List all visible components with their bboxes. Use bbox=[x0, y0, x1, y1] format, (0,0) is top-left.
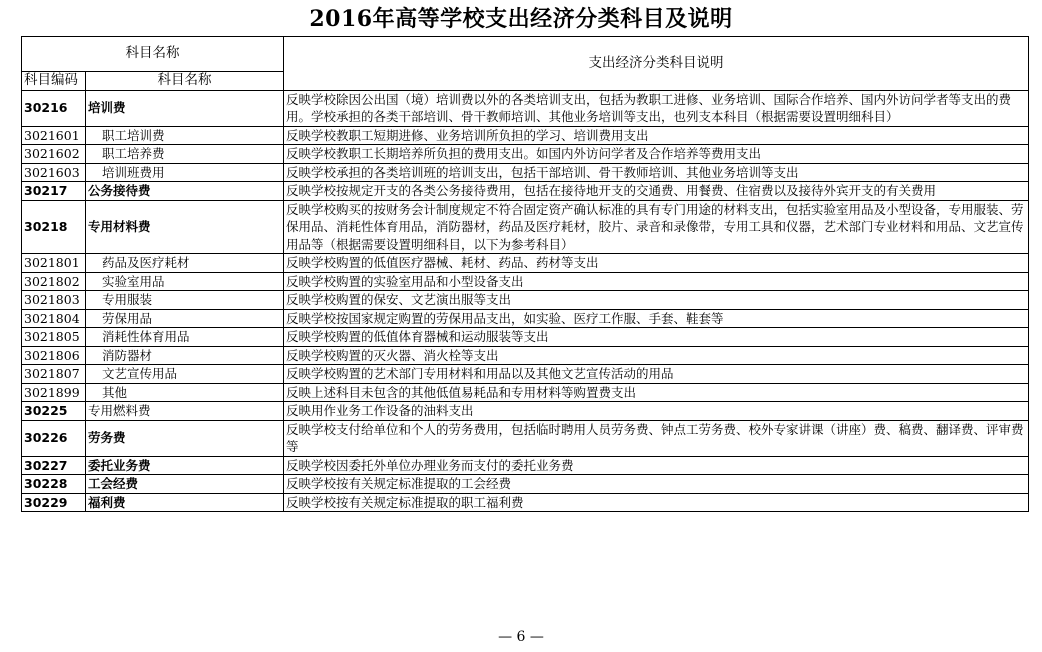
subject-name: 专用材料费 bbox=[86, 200, 284, 254]
page-number: — 6 — bbox=[498, 629, 544, 645]
description-header: 支出经济分类科目说明 bbox=[284, 37, 1029, 91]
subject-description: 反映学校购置的灭火器、消火栓等支出 bbox=[284, 346, 1029, 365]
subject-description: 反映学校按有关规定标准提取的职工福利费 bbox=[284, 493, 1029, 512]
table-row bbox=[22, 346, 1029, 365]
subject-code: 3021806 bbox=[22, 346, 86, 365]
header-row-1 bbox=[22, 37, 1029, 72]
subject-description: 反映上述科目未包含的其他低值易耗品和专用材料等购置费支出 bbox=[284, 383, 1029, 402]
subject-name-header: 科目名称 bbox=[22, 37, 284, 72]
table-row bbox=[22, 456, 1029, 475]
subject-table bbox=[21, 36, 1029, 512]
subject-description: 反映学校购置的艺术部门专用材料和用品以及其他文艺宣传活动的用品 bbox=[284, 365, 1029, 384]
subject-code: 3021602 bbox=[22, 145, 86, 164]
subject-code: 3021802 bbox=[22, 272, 86, 291]
table-row bbox=[22, 291, 1029, 310]
subject-code: 30218 bbox=[22, 200, 86, 254]
subject-name: 其他 bbox=[86, 383, 284, 402]
subject-name: 福利费 bbox=[86, 493, 284, 512]
subject-code: 30227 bbox=[22, 456, 86, 475]
name-column-header: 科目名称 bbox=[86, 72, 284, 91]
subject-description: 反映用作业务工作设备的油料支出 bbox=[284, 402, 1029, 421]
table-row bbox=[22, 383, 1029, 402]
subject-name: 药品及医疗耗材 bbox=[86, 254, 284, 273]
table-row bbox=[22, 163, 1029, 182]
subject-name: 职工培训费 bbox=[86, 126, 284, 145]
subject-description: 反映学校因委托外单位办理业务而支付的委托业务费 bbox=[284, 456, 1029, 475]
subject-name: 培训班费用 bbox=[86, 163, 284, 182]
subject-description: 反映学校教职工短期进修、业务培训所负担的学习、培训费用支出 bbox=[284, 126, 1029, 145]
subject-name: 公务接待费 bbox=[86, 182, 284, 201]
subject-code: 30217 bbox=[22, 182, 86, 201]
table-row bbox=[22, 365, 1029, 384]
subject-name: 消防器材 bbox=[86, 346, 284, 365]
subject-name: 专用燃料费 bbox=[86, 402, 284, 421]
table-row bbox=[22, 200, 1029, 254]
subject-description: 反映学校购置的低值体育器械和运动服装等支出 bbox=[284, 328, 1029, 347]
subject-name: 实验室用品 bbox=[86, 272, 284, 291]
subject-name: 文艺宣传用品 bbox=[86, 365, 284, 384]
code-column-header: 科目编码 bbox=[22, 72, 86, 91]
subject-name: 工会经费 bbox=[86, 475, 284, 494]
table-row bbox=[22, 90, 1029, 126]
subject-description: 反映学校购置的低值医疗器械、耗材、药品、药材等支出 bbox=[284, 254, 1029, 273]
subject-description: 反映学校按规定开支的各类公务接待费用，包括在接待地开支的交通费、用餐费、住宿费以及接待外宾开支的有关费用 bbox=[284, 182, 1029, 201]
subject-code: 3021899 bbox=[22, 383, 86, 402]
table-row bbox=[22, 145, 1029, 164]
subject-code: 3021804 bbox=[22, 309, 86, 328]
subject-name: 劳务费 bbox=[86, 420, 284, 456]
table-row bbox=[22, 272, 1029, 291]
subject-name: 培训费 bbox=[86, 90, 284, 126]
subject-code: 3021601 bbox=[22, 126, 86, 145]
subject-description: 反映学校教职工长期培养所负担的费用支出。如国内外访问学者及合作培养等费用支出 bbox=[284, 145, 1029, 164]
subject-code: 3021603 bbox=[22, 163, 86, 182]
subject-description: 反映学校按国家规定购置的劳保用品支出，如实验、医疗工作服、手套、鞋套等 bbox=[284, 309, 1029, 328]
subject-description: 反映学校购买的按财务会计制度规定不符合固定资产确认标准的具有专门用途的材料支出，包括实验室用品及小型设备，专用服装、劳保用品、消耗性体育用品，消防器材，药品及医疗耗材，胶片、录音和录像带，专用工具和仪器，艺术部门专业材料和用品、文艺宣传用品等（根据需要设置明细科目，以下为参考科目） bbox=[284, 200, 1029, 254]
page-title: 2016年高等学校支出经济分类科目及说明 bbox=[309, 6, 733, 32]
subject-name: 消耗性体育用品 bbox=[86, 328, 284, 347]
table-row bbox=[22, 420, 1029, 456]
subject-code: 3021803 bbox=[22, 291, 86, 310]
subject-description: 反映学校购置的保安、文艺演出服等支出 bbox=[284, 291, 1029, 310]
subject-description: 反映学校购置的实验室用品和小型设备支出 bbox=[284, 272, 1029, 291]
table-row bbox=[22, 126, 1029, 145]
subject-name: 专用服装 bbox=[86, 291, 284, 310]
subject-code: 30228 bbox=[22, 475, 86, 494]
table-row bbox=[22, 309, 1029, 328]
subject-description: 反映学校承担的各类培训班的培训支出，包括干部培训、骨干教师培训、其他业务培训等支出 bbox=[284, 163, 1029, 182]
subject-code: 30225 bbox=[22, 402, 86, 421]
subject-description: 反映学校除因公出国（境）培训费以外的各类培训支出，包括为教职工进修、业务培训、国际合作培养、国内外访问学者等支出的费用。学校承担的各类干部培训、骨干教师培训、其他业务培训等支出，也列支本科目（根据需要设置明细科目） bbox=[284, 90, 1029, 126]
subject-code: 3021807 bbox=[22, 365, 86, 384]
table-row bbox=[22, 402, 1029, 421]
table-row bbox=[22, 328, 1029, 347]
subject-description: 反映学校支付给单位和个人的劳务费用，包括临时聘用人员劳务费、钟点工劳务费、校外专家讲课（讲座）费、稿费、翻译费、评审费等 bbox=[284, 420, 1029, 456]
subject-code: 30229 bbox=[22, 493, 86, 512]
table-row bbox=[22, 493, 1029, 512]
subject-code: 30226 bbox=[22, 420, 86, 456]
table-row bbox=[22, 475, 1029, 494]
subject-name: 劳保用品 bbox=[86, 309, 284, 328]
subject-code: 3021805 bbox=[22, 328, 86, 347]
subject-code: 3021801 bbox=[22, 254, 86, 273]
subject-code: 30216 bbox=[22, 90, 86, 126]
subject-description: 反映学校按有关规定标准提取的工会经费 bbox=[284, 475, 1029, 494]
subject-name: 职工培养费 bbox=[86, 145, 284, 164]
subject-name: 委托业务费 bbox=[86, 456, 284, 475]
table-row bbox=[22, 254, 1029, 273]
table-row bbox=[22, 182, 1029, 201]
